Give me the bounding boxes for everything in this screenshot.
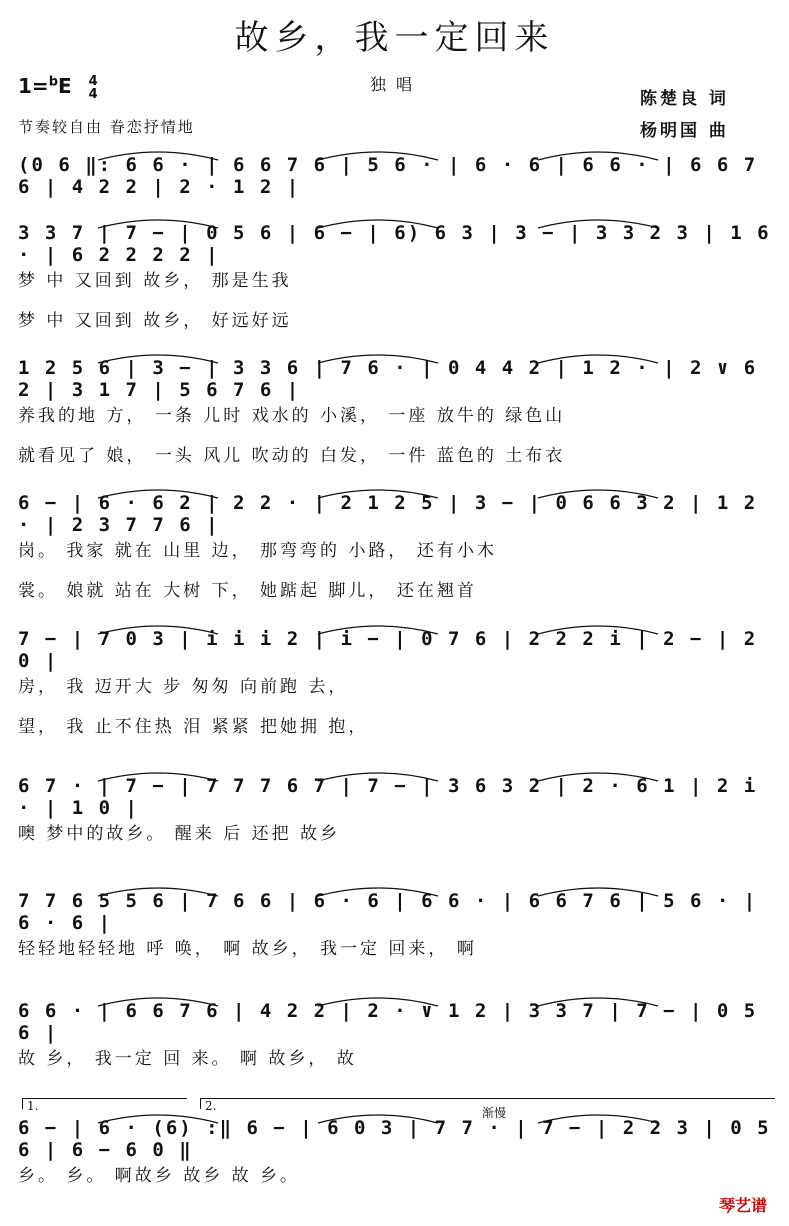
notation-text: 7 − | 7 0 3 | i i i 2 | i − | 0 7 6 | 2 2 2 i | 2 − | 2 0 | (18, 628, 758, 672)
song-title: 故乡，我一定回来 (234, 18, 555, 58)
lyric-line: 故 乡， 我一定 回 来。 啊 故乡， 故 (18, 1049, 357, 1069)
composer-credit: 杨明国 曲 (640, 121, 729, 141)
notation-line (18, 492, 776, 536)
lyric-line: 养我的地 方， 一条 儿时 戏水的 小溪， 一座 放牛的 绿色山 (18, 406, 566, 426)
notation-line (18, 775, 776, 819)
meter-bottom: 4 (88, 86, 98, 102)
lyric-line: 梦 中 又回到 故乡， 好远好远 (18, 311, 292, 331)
notation-line (18, 222, 776, 266)
notation-text: (0 6 ‖: 6 6 · | 6 6 7 6 | 5 6 · | 6 · 6 | 6 6 · | 6 6 7 6 | 4 2 2 | 2 · 1 2 | (18, 154, 758, 198)
key-prefix: 1= (18, 74, 49, 98)
tempo-marking: 节奏较自由 眷恋抒情地 (18, 118, 195, 136)
notation-line (18, 357, 776, 401)
lyric-line: 岗。 我家 就在 山里 边， 那弯弯的 小路， 还有小木 (18, 541, 497, 561)
lyric-line: 噢 梦中的故乡。 醒来 后 还把 故乡 (18, 824, 341, 844)
notation-line (18, 628, 776, 672)
lyric-line: 梦 中 又回到 故乡， 那是生我 (18, 271, 292, 291)
notation-line (18, 154, 776, 198)
notation-line (18, 890, 776, 934)
notation-text: 6 − | 6 · (6) :‖ 6 − | 6 0 3 | 7 7 · | 7 − | 2 2 3 | 0 5 6 | 6 − 6 0 ‖ (18, 1117, 771, 1161)
notation-text: 6 6 · | 6 6 7 6 | 4 2 2 | 2 · ∨ 1 2 | 3 3 7 | 7 − | 0 5 6 | (18, 1000, 758, 1044)
lyric-line: 望， 我 止不住热 泪 紧紧 把她拥 抱， (18, 717, 369, 737)
notation-text: 6 − | 6 · 6 2 | 2 2 · | 2 1 2 5 | 3 − | 0 6 6 3 2 | 1 2 · | 2 3 7 7 6 | (18, 492, 758, 536)
notation-text: 7 7 6 5 5 6 | 7 6 6 | 6 · 6 | 6 6 · | 6 6 7 6 | 5 6 · | 6 · 6 | (18, 890, 758, 934)
second-ending: 2. (200, 1098, 775, 1109)
ritardando-mark: 渐慢 (482, 1106, 507, 1120)
performance-style: 独唱 (370, 75, 423, 94)
watermark-logo: 琴艺谱 (718, 1196, 767, 1215)
lyric-line: 裳。 娘就 站在 大树 下， 她踮起 脚儿， 还在翘首 (18, 581, 477, 601)
notation-text: 1 2 5 6 | 3 − | 3 3 6 | 7 6 · | 0 4 4 2 | 1 2 · | 2 ∨ 6 2 | 3 1 7 | 5 6 7 6 | (18, 357, 758, 401)
lyric-line: 乡。 乡。 啊故乡 故乡 故 乡。 (18, 1166, 301, 1186)
lyric-line: 房， 我 迈开大 步 匆匆 向前跑 去， (18, 677, 349, 697)
time-signature (89, 75, 98, 101)
notation-line (18, 1000, 776, 1044)
flat-sign: b (48, 74, 58, 90)
lyric-line: 就看见了 娘， 一头 风儿 吹动的 白发， 一件 蓝色的 土布衣 (18, 446, 566, 466)
first-ending: 1. (22, 1098, 187, 1109)
notation-text: 3 3 7 | 7 − | 0 5 6 | 6 − | 6) 6 3 | 3 − | 3 3 2 3 | 1 6 · | 6 2 2 2 2 | (18, 222, 771, 266)
notation-line (18, 1117, 776, 1161)
lyric-line: 轻轻地轻轻地 呼 唤， 啊 故乡， 我一定 回来， 啊 (18, 939, 477, 959)
key-signature (18, 74, 98, 101)
lyricist-credit: 陈楚良 词 (640, 89, 729, 109)
meter-top: 4 (88, 73, 98, 89)
key-note: E (58, 74, 72, 98)
notation-text: 6 7 · | 7 − | 7 7 7 6 7 | 7 − | 3 6 3 2 | 2 · 6 1 | 2 i · | 1 0 | (18, 775, 758, 819)
